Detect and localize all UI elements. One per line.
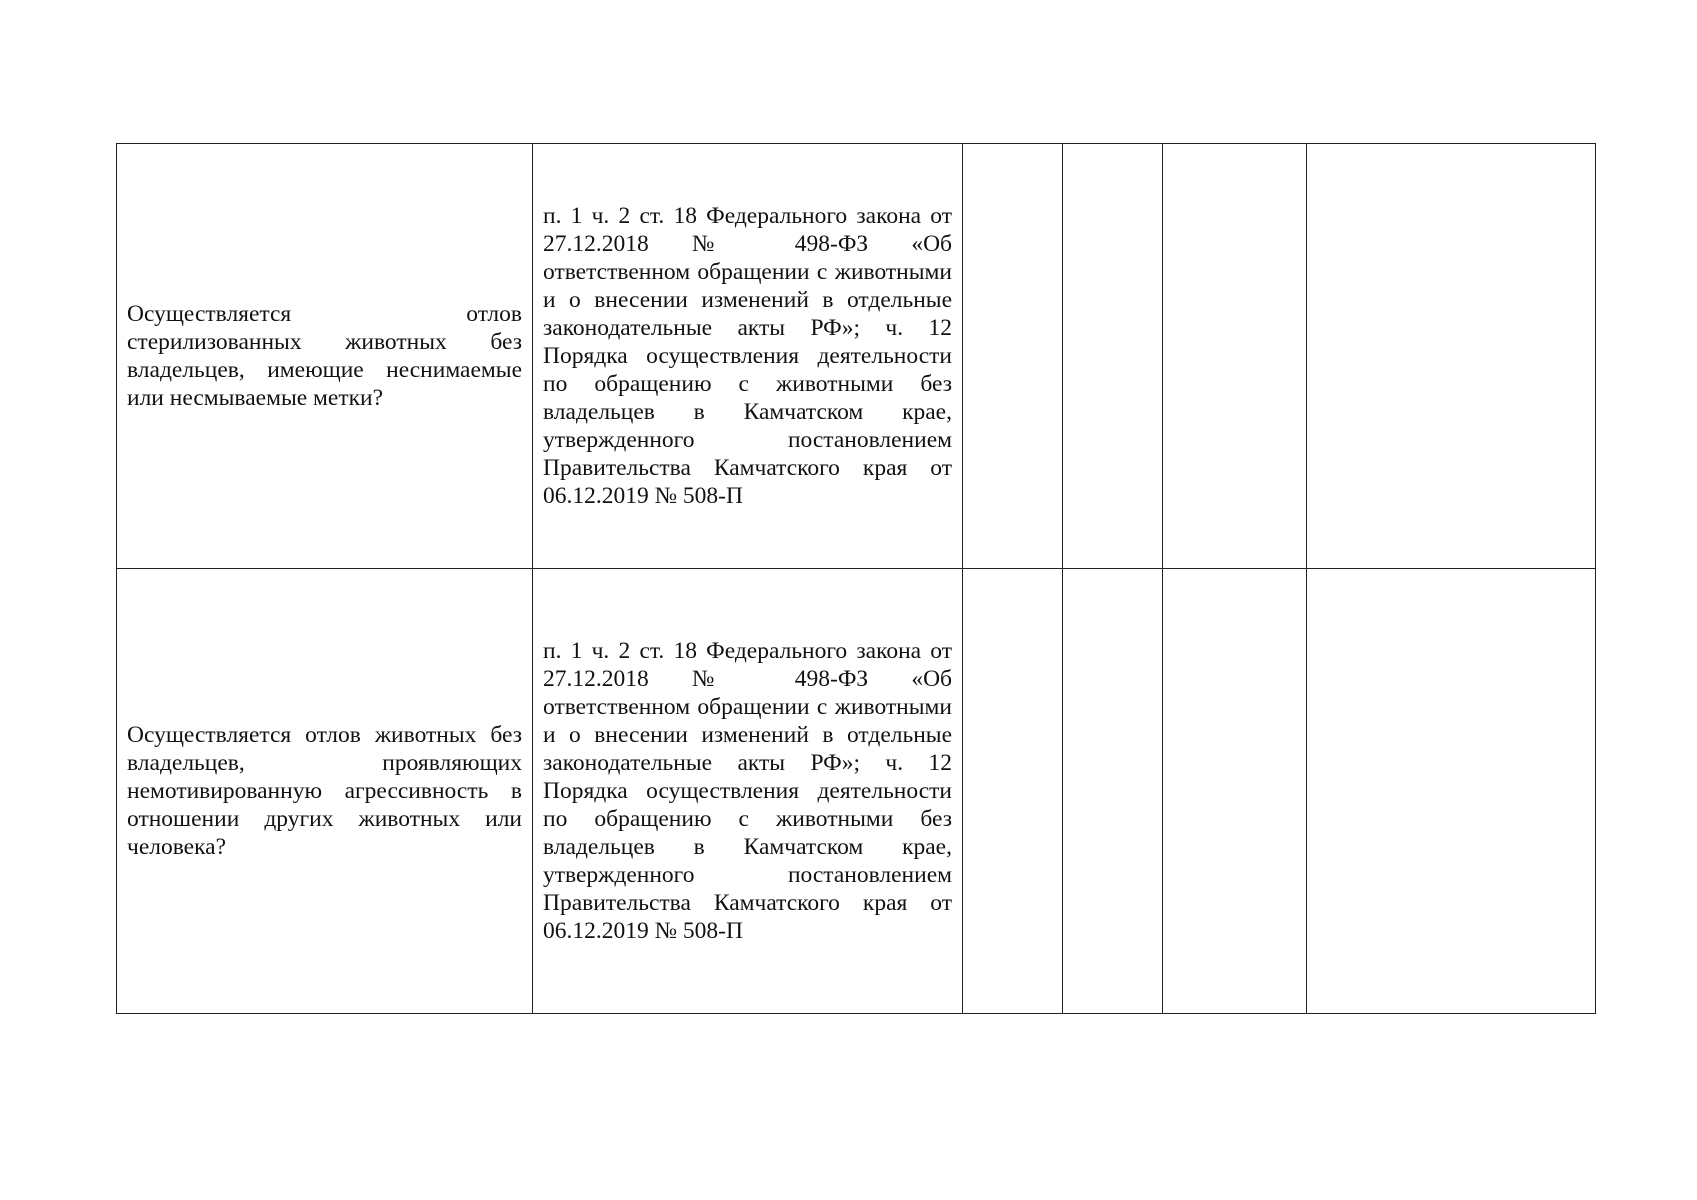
question-cell: Осуществляется отлов животных без владельцев, проявляющих немотивированную агрессивность в отношении других животных или человека? <box>117 569 533 1014</box>
answer-yes-cell <box>963 144 1063 569</box>
answer-no-cell <box>1063 569 1163 1014</box>
table-row <box>117 569 1596 1014</box>
note-cell <box>1307 569 1596 1014</box>
table-row <box>117 144 1596 569</box>
legal-reference-cell: п. 1 ч. 2 ст. 18 Федерального закона от 27.12.2018 № 498-ФЗ «Об ответственном обращении с животными и о внесении изменений в отдельные законодательные акты РФ»; ч. 12 Порядка осуществления деятельности по обращению с животными без владельцев в Камчатском крае, утвержденного постановлением Правительства Камчатского края от 06.12.2019 № 508-П <box>533 144 963 569</box>
question-cell: Осуществляется отлов стерилизованных животных без владельцев, имеющие неснимаемые или несмываемые метки? <box>117 144 533 569</box>
checklist-table <box>116 143 1596 1014</box>
answer-not-applicable-cell <box>1163 569 1307 1014</box>
note-cell <box>1307 144 1596 569</box>
legal-reference-cell: п. 1 ч. 2 ст. 18 Федерального закона от 27.12.2018 № 498-ФЗ «Об ответственном обращении с животными и о внесении изменений в отдельные законодательные акты РФ»; ч. 12 Порядка осуществления деятельности по обращению с животными без владельцев в Камчатском крае, утвержденного постановлением Правительства Камчатского края от 06.12.2019 № 508-П <box>533 569 963 1014</box>
answer-no-cell <box>1063 144 1163 569</box>
answer-not-applicable-cell <box>1163 144 1307 569</box>
answer-yes-cell <box>963 569 1063 1014</box>
